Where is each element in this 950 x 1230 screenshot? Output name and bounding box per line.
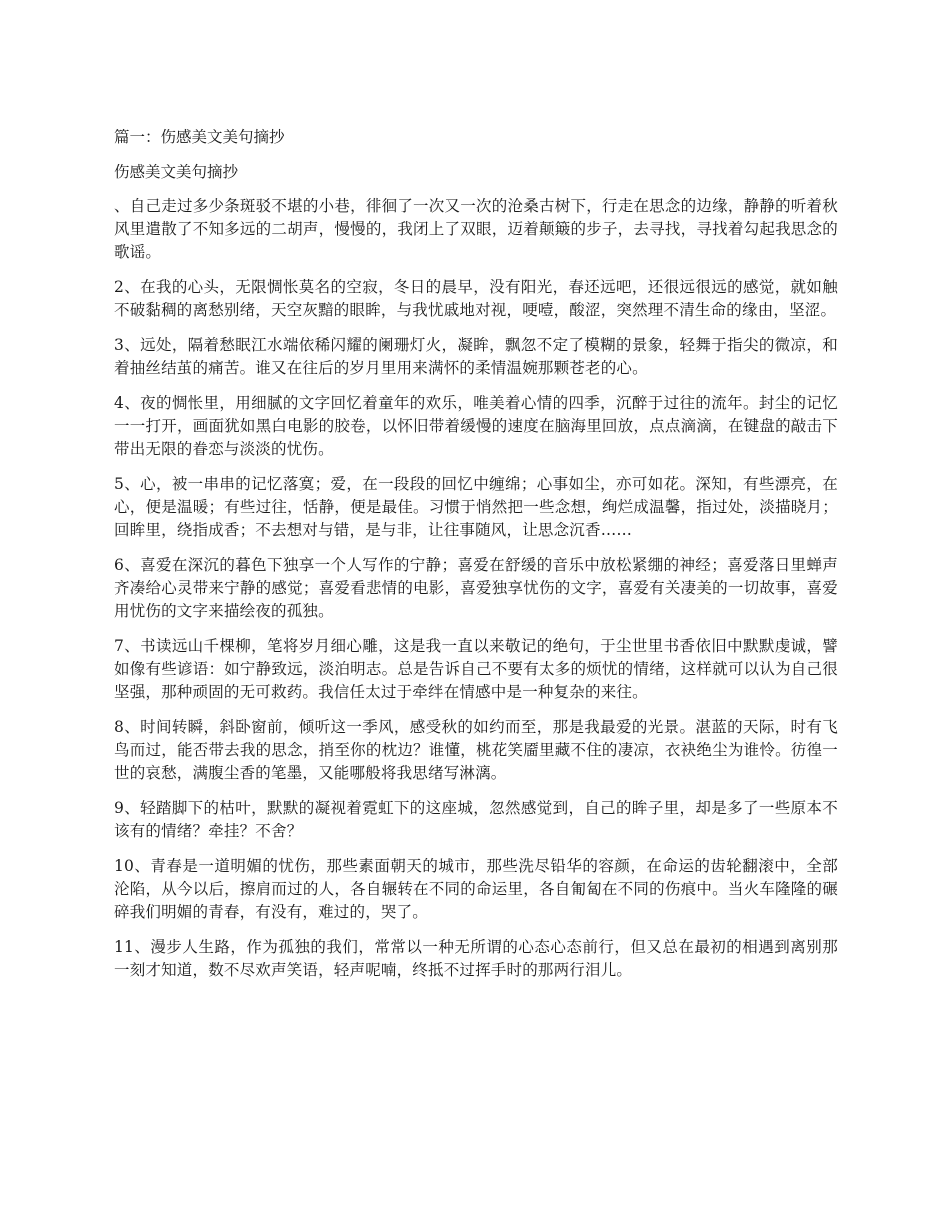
document-heading: 篇一：伤感美文美句摘抄 [114,128,285,146]
paragraph-4: 4、夜的惆怅里，用细腻的文字回忆着童年的欢乐，唯美着心情的四季，沉醉于过往的流年。封尘的记忆一一打开，画面犹如黑白电影的胶卷，以怀旧带着缓慢的速度在脑海里回放，点点滴滴，在键盘的敲击下带出无限的眷恋与淡淡的忧伤。 [114,394,838,458]
paragraph-10: 10、青春是一道明媚的忧伤，那些素面朝天的城市，那些洗尽铅华的容颜，在命运的齿轮翻滚中，全部沦陷，从今以后，擦肩而过的人，各自辗转在不同的命运里，各自匍匐在不同的伤痕中。当火车隆隆的碾碎我们明媚的青春，有没有，难过的，哭了。 [114,857,838,921]
paragraph-7: 7、书读远山千棵柳，笔将岁月细心雕，这是我一直以来敬记的绝句，于尘世里书香依旧中默默虔诚，譬如像有些谚语：如宁静致远，淡泊明志。总是告诉自己不要有太多的烦忧的情绪，这样就可以认为自己很坚强，那种顽固的无可救药。我信任太过于牵绊在情感中是一种复杂的来往。 [114,637,838,701]
paragraph-11: 11、漫步人生路，作为孤独的我们，常常以一种无所谓的心态心态前行，但又总在最初的相遇到离别那一刻才知道，数不尽欢声笑语，轻声呢喃，终抵不过挥手时的那两行泪儿。 [114,938,838,979]
paragraph-5: 5、心，被一串串的记忆落寞；爱，在一段段的回忆中缠绵；心事如尘，亦可如花。深知，有些漂亮，在心，便是温暖；有些过往，恬静，便是最佳。习惯于悄然把一些念想，绚烂成温馨，指过处，淡描晓月；回眸里，绕指成香；不去想对与错，是与非，让往事随风，让思念沉香…… [114,475,838,539]
paragraph-6: 6、喜爱在深沉的暮色下独享一个人写作的宁静；喜爱在舒缓的音乐中放松紧绷的神经；喜爱落日里蝉声齐凑给心灵带来宁静的感觉；喜爱看悲情的电影，喜爱独享忧伤的文字，喜爱有关凄美的一切故事，喜爱用忧伤的文字来描绘夜的孤独。 [114,556,838,620]
paragraph-2: 2、在我的心头，无限惆怅莫名的空寂，冬日的晨早，没有阳光，春还远吧，还很远很远的感觉，就如触不破黏稠的离愁别绪，天空灰黯的眼眸，与我忧戚地对视，哽噎，酸涩，突然理不清生命的缘由，坚涩。 [114,278,838,319]
paragraph-9: 9、轻踏脚下的枯叶，默默的凝视着霓虹下的这座城，忽然感觉到，自己的眸子里，却是多了一些原本不该有的情绪？牵挂？不舍？ [114,799,838,840]
paragraph-3: 3、远处，隔着愁眠江水端依稀闪耀的阑珊灯火，凝眸，飘忽不定了模糊的景象，轻舞于指尖的微凉，和着抽丝结茧的痛苦。谁又在往后的岁月里用来满怀的柔情温婉那颗苍老的心。 [114,336,838,377]
paragraph-1: 、自己走过多少条斑驳不堪的小巷，徘徊了一次又一次的沧桑古树下，行走在思念的边缘，静静的听着秋风里遣散了不知多远的二胡声，慢慢的，我闭上了双眼，迈着颠簸的步子，去寻找，寻找着勾起我思念的歌谣。 [114,197,838,261]
document-subheading: 伤感美文美句摘抄 [114,163,239,181]
paragraph-8: 8、时间转瞬，斜卧窗前，倾听这一季风，感受秋的如约而至，那是我最爱的光景。湛蓝的天际，时有飞鸟而过，能否带去我的思念，捎至你的枕边？谁懂，桃花笑靥里藏不住的凄凉，衣袂绝尘为谁怜。彷徨一世的哀愁，满腹尘香的笔墨，又能哪般将我思绪写淋漓。 [114,718,838,782]
